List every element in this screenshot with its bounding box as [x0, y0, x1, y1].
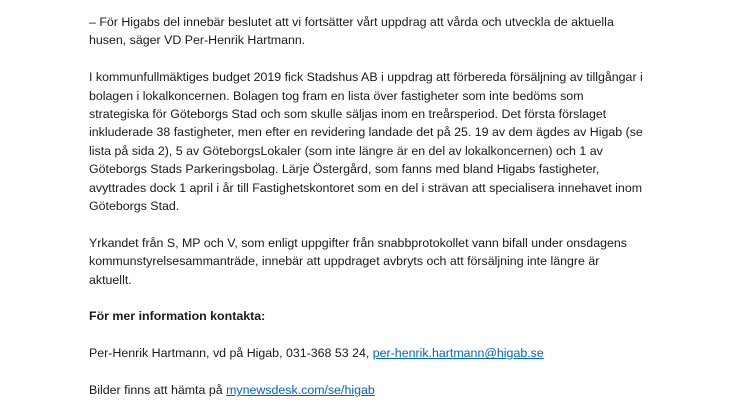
claim-line: aktuellt. — [89, 272, 132, 287]
budget-line: Göteborgs Stad. — [89, 199, 180, 214]
quote-line: husen, säger VD Per-Henrik Hartmann. — [89, 33, 306, 48]
contact-heading: För mer information kontakta: — [89, 309, 266, 324]
quote-paragraph — [89, 13, 689, 50]
claim-line: kommunstyrelsesammanträde, innebär att uppdraget avbryts och att försäljning inte längre är — [89, 254, 600, 269]
contact-paragraph — [89, 344, 689, 362]
budget-line: avyttrades dock 1 april i år till Fastighetskontoret som en del i strävan att specialisera innehavet inom — [89, 180, 643, 195]
budget-line: bolagen i lokalkoncernen. Bolagen tog fram en lista över fastigheter som inte bedöms som — [89, 88, 584, 103]
contact-email-link[interactable]: per-henrik.hartmann@higab.se — [372, 346, 544, 361]
images-text: Bilder finns att hämta på — [89, 383, 227, 398]
budget-line: strategiska för Göteborgs Stad och som skulle säljas inom en treårsperiod. Det första förslaget — [89, 107, 607, 122]
budget-line: I kommunfullmäktiges budget 2019 fick Stadshus AB i uppdrag att förbereda försäljning av tillgångar i — [89, 70, 643, 85]
quote-line: – För Higabs del innebär beslutet att vi fortsätter vårt uppdrag att vårda och utveckla de aktuella — [89, 15, 614, 29]
budget-paragraph — [89, 68, 689, 215]
budget-line: inkluderade 38 fastigheter, men efter en revidering landade det på 25. 19 av dem ägdes av Higab (se — [89, 125, 643, 140]
mynewsdesk-link[interactable]: mynewsdesk.com/se/higab — [226, 383, 375, 398]
budget-line: lista på sida 2), 5 av GöteborgsLokaler (som inte längre är en del av lokalkoncernen) och 1 av — [89, 143, 603, 158]
claim-line: Yrkandet från S, MP och V, som enligt uppgifter från snabbprotokollet vann bifall under onsdagens — [89, 235, 627, 250]
images-paragraph — [89, 381, 689, 399]
contact-text: Per-Henrik Hartmann, vd på Higab, 031-368 53 24, — [89, 346, 373, 361]
budget-line: Göteborgs Stads Parkeringsbolag. Lärje Östergård, som fanns med bland Higabs fastigheter, — [89, 162, 600, 177]
claim-paragraph — [89, 234, 689, 289]
document-page — [89, 13, 689, 418]
